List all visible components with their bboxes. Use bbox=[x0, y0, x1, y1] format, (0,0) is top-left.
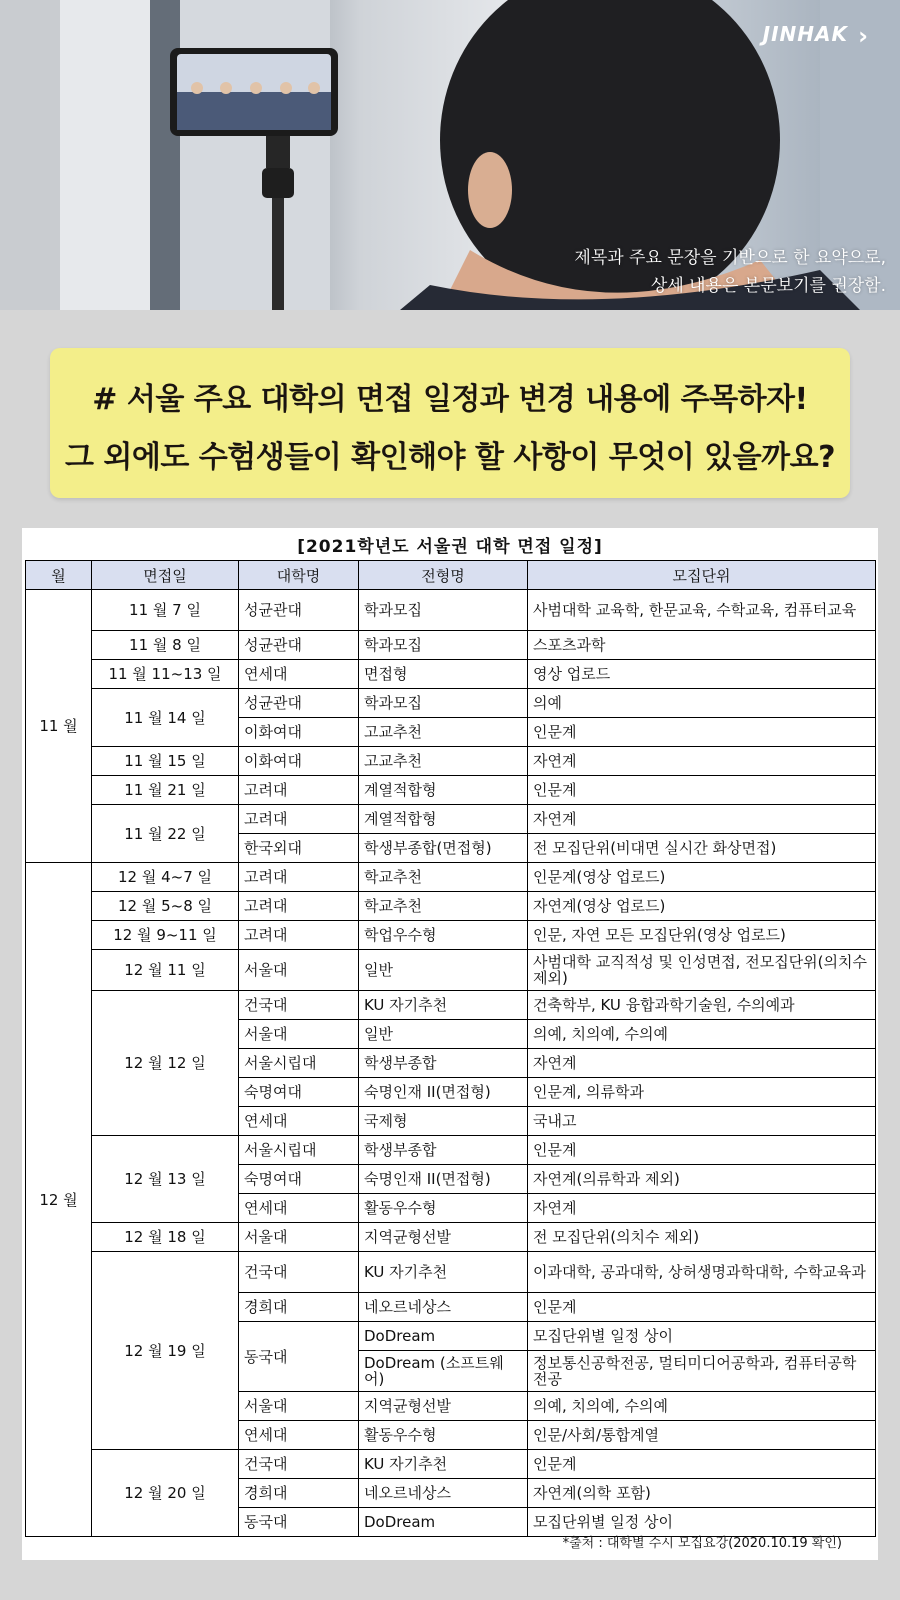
table-row bbox=[26, 991, 876, 1020]
track-cell: 학생부종합 bbox=[359, 1049, 528, 1078]
unit-cell: 인문계 bbox=[528, 1293, 876, 1322]
track-cell: KU 자기추천 bbox=[359, 1252, 528, 1293]
header-university: 대학명 bbox=[239, 561, 359, 590]
chevron-right-icon: › bbox=[858, 22, 868, 50]
table-row bbox=[26, 892, 876, 921]
date-cell: 11 월 7 일 bbox=[92, 590, 239, 631]
unit-cell: 영상 업로드 bbox=[528, 660, 876, 689]
track-cell: 학교추천 bbox=[359, 863, 528, 892]
date-cell: 11 월 22 일 bbox=[92, 805, 239, 863]
univ-cell: 경희대 bbox=[239, 1293, 359, 1322]
univ-cell: 경희대 bbox=[239, 1479, 359, 1508]
track-cell: 고교추천 bbox=[359, 747, 528, 776]
headline-line-1: # 서울 주요 대학의 면접 일정과 변경 내용에 주목하자! bbox=[92, 382, 808, 417]
unit-cell: 자연계 bbox=[528, 1194, 876, 1223]
univ-cell: 건국대 bbox=[239, 1450, 359, 1479]
date-cell: 11 월 15 일 bbox=[92, 747, 239, 776]
track-cell: 고교추천 bbox=[359, 718, 528, 747]
univ-cell: 서울대 bbox=[239, 1020, 359, 1049]
date-cell: 12 월 11 일 bbox=[92, 950, 239, 991]
unit-cell: 사범대학 교직적성 및 인성면접, 전모집단위(의치수 제외) bbox=[528, 950, 876, 991]
header-unit: 모집단위 bbox=[528, 561, 876, 590]
track-cell: 면접형 bbox=[359, 660, 528, 689]
unit-cell: 자연계(의학 포함) bbox=[528, 1479, 876, 1508]
unit-cell: 자연계 bbox=[528, 805, 876, 834]
table-row bbox=[26, 660, 876, 689]
date-cell: 12 월 5~8 일 bbox=[92, 892, 239, 921]
unit-cell: 이과대학, 공과대학, 상허생명과학대학, 수학교육과 bbox=[528, 1252, 876, 1293]
date-cell: 12 월 13 일 bbox=[92, 1136, 239, 1223]
unit-cell: 의예 bbox=[528, 689, 876, 718]
table-row bbox=[26, 776, 876, 805]
univ-cell: 동국대 bbox=[239, 1508, 359, 1537]
summary-note bbox=[574, 244, 886, 300]
univ-cell: 연세대 bbox=[239, 1107, 359, 1136]
date-cell: 11 월 14 일 bbox=[92, 689, 239, 747]
unit-cell: 인문계, 의류학과 bbox=[528, 1078, 876, 1107]
source-note: *출처 : 대학별 수시 모집요강(2020.10.19 확인) bbox=[562, 1536, 842, 1551]
track-cell: 학교추천 bbox=[359, 892, 528, 921]
headline-banner bbox=[50, 348, 850, 498]
header-date: 면접일 bbox=[92, 561, 239, 590]
track-cell: KU 자기추천 bbox=[359, 1450, 528, 1479]
track-cell: KU 자기추천 bbox=[359, 991, 528, 1020]
date-cell: 12 월 9~11 일 bbox=[92, 921, 239, 950]
univ-cell: 서울대 bbox=[239, 950, 359, 991]
track-cell: 학생부종합(면접형) bbox=[359, 834, 528, 863]
univ-cell: 동국대 bbox=[239, 1322, 359, 1392]
date-cell: 12 월 18 일 bbox=[92, 1223, 239, 1252]
track-cell: 네오르네상스 bbox=[359, 1479, 528, 1508]
track-cell: DoDream bbox=[359, 1322, 528, 1351]
univ-cell: 성균관대 bbox=[239, 689, 359, 718]
hero-image bbox=[0, 0, 900, 310]
month-cell: 11 월 bbox=[26, 590, 92, 863]
track-cell: 학과모집 bbox=[359, 590, 528, 631]
summary-note-line-1: 제목과 주요 문장을 기반으로 한 요약으로, bbox=[574, 248, 886, 268]
track-cell: 학업우수형 bbox=[359, 921, 528, 950]
track-cell: DoDream bbox=[359, 1508, 528, 1537]
univ-cell: 이화여대 bbox=[239, 718, 359, 747]
unit-cell: 인문/사회/통합계열 bbox=[528, 1421, 876, 1450]
interview-schedule-table bbox=[25, 560, 876, 1537]
date-cell: 12 월 19 일 bbox=[92, 1252, 239, 1450]
unit-cell: 자연계(의류학과 제외) bbox=[528, 1165, 876, 1194]
table-row bbox=[26, 950, 876, 991]
unit-cell: 인문계 bbox=[528, 718, 876, 747]
unit-cell: 자연계(영상 업로드) bbox=[528, 892, 876, 921]
table-row bbox=[26, 747, 876, 776]
univ-cell: 고려대 bbox=[239, 863, 359, 892]
univ-cell: 서울대 bbox=[239, 1223, 359, 1252]
unit-cell: 자연계 bbox=[528, 1049, 876, 1078]
track-cell: 활동우수형 bbox=[359, 1194, 528, 1223]
date-cell: 11 월 8 일 bbox=[92, 631, 239, 660]
track-cell: 네오르네상스 bbox=[359, 1293, 528, 1322]
unit-cell: 모집단위별 일정 상이 bbox=[528, 1508, 876, 1537]
unit-cell: 의예, 치의예, 수의예 bbox=[528, 1392, 876, 1421]
track-cell: 숙명인재 II(면접형) bbox=[359, 1165, 528, 1194]
header-track: 전형명 bbox=[359, 561, 528, 590]
univ-cell: 연세대 bbox=[239, 1421, 359, 1450]
track-cell: 지역균형선발 bbox=[359, 1392, 528, 1421]
table-row bbox=[26, 805, 876, 834]
univ-cell: 서울대 bbox=[239, 1392, 359, 1421]
unit-cell: 전 모집단위(의치수 제외) bbox=[528, 1223, 876, 1252]
unit-cell: 인문계 bbox=[528, 1136, 876, 1165]
unit-cell: 인문, 자연 모든 모집단위(영상 업로드) bbox=[528, 921, 876, 950]
univ-cell: 고려대 bbox=[239, 892, 359, 921]
table-row bbox=[26, 689, 876, 718]
univ-cell: 한국외대 bbox=[239, 834, 359, 863]
univ-cell: 고려대 bbox=[239, 921, 359, 950]
date-cell: 12 월 4~7 일 bbox=[92, 863, 239, 892]
unit-cell: 건축학부, KU 융합과학기술원, 수의예과 bbox=[528, 991, 876, 1020]
table-header-row bbox=[26, 561, 876, 590]
track-cell: 계열적합형 bbox=[359, 805, 528, 834]
track-cell: 학생부종합 bbox=[359, 1136, 528, 1165]
track-cell: 활동우수형 bbox=[359, 1421, 528, 1450]
unit-cell: 자연계 bbox=[528, 747, 876, 776]
table-row bbox=[26, 863, 876, 892]
unit-cell: 인문계 bbox=[528, 776, 876, 805]
univ-cell: 이화여대 bbox=[239, 747, 359, 776]
unit-cell: 스포츠과학 bbox=[528, 631, 876, 660]
track-cell: 국제형 bbox=[359, 1107, 528, 1136]
univ-cell: 성균관대 bbox=[239, 590, 359, 631]
date-cell: 12 월 20 일 bbox=[92, 1450, 239, 1537]
table-row bbox=[26, 631, 876, 660]
schedule-document bbox=[22, 528, 878, 1560]
header-month: 월 bbox=[26, 561, 92, 590]
date-cell: 12 월 12 일 bbox=[92, 991, 239, 1136]
date-cell: 11 월 21 일 bbox=[92, 776, 239, 805]
univ-cell: 성균관대 bbox=[239, 631, 359, 660]
table-row bbox=[26, 1450, 876, 1479]
track-cell: 일반 bbox=[359, 1020, 528, 1049]
unit-cell: 전 모집단위(비대면 실시간 화상면접) bbox=[528, 834, 876, 863]
univ-cell: 서울시립대 bbox=[239, 1136, 359, 1165]
unit-cell: 정보통신공학전공, 멀티미디어공학과, 컴퓨터공학전공 bbox=[528, 1351, 876, 1392]
track-cell: 지역균형선발 bbox=[359, 1223, 528, 1252]
track-cell: 학과모집 bbox=[359, 689, 528, 718]
track-cell: 계열적합형 bbox=[359, 776, 528, 805]
unit-cell: 인문계(영상 업로드) bbox=[528, 863, 876, 892]
table-row bbox=[26, 1252, 876, 1293]
date-cell: 11 월 11~13 일 bbox=[92, 660, 239, 689]
headline-line-2: 그 외에도 수험생들이 확인해야 할 사항이 무엇이 있을까요? bbox=[64, 440, 836, 475]
track-cell: 숙명인재 II(면접형) bbox=[359, 1078, 528, 1107]
table-row bbox=[26, 921, 876, 950]
unit-cell: 인문계 bbox=[528, 1450, 876, 1479]
univ-cell: 연세대 bbox=[239, 660, 359, 689]
univ-cell: 서울시립대 bbox=[239, 1049, 359, 1078]
unit-cell: 사범대학 교육학, 한문교육, 수학교육, 컴퓨터교육 bbox=[528, 590, 876, 631]
univ-cell: 숙명여대 bbox=[239, 1165, 359, 1194]
univ-cell: 고려대 bbox=[239, 805, 359, 834]
univ-cell: 숙명여대 bbox=[239, 1078, 359, 1107]
unit-cell: 의예, 치의예, 수의예 bbox=[528, 1020, 876, 1049]
univ-cell: 고려대 bbox=[239, 776, 359, 805]
unit-cell: 국내고 bbox=[528, 1107, 876, 1136]
univ-cell: 연세대 bbox=[239, 1194, 359, 1223]
track-cell: 학과모집 bbox=[359, 631, 528, 660]
month-cell: 12 월 bbox=[26, 863, 92, 1537]
table-row bbox=[26, 1136, 876, 1165]
univ-cell: 건국대 bbox=[239, 1252, 359, 1293]
table-row bbox=[26, 590, 876, 631]
brand-logo: JINHAK bbox=[762, 22, 848, 46]
table-row bbox=[26, 1223, 876, 1252]
univ-cell: 건국대 bbox=[239, 991, 359, 1020]
unit-cell: 모집단위별 일정 상이 bbox=[528, 1322, 876, 1351]
track-cell: 일반 bbox=[359, 950, 528, 991]
table-title: [2021학년도 서울권 대학 면접 일정] bbox=[297, 537, 603, 557]
summary-note-line-2: 상세 내용은 본문보기를 권장함. bbox=[650, 276, 886, 296]
track-cell: DoDream (소프트웨어) bbox=[359, 1351, 528, 1392]
